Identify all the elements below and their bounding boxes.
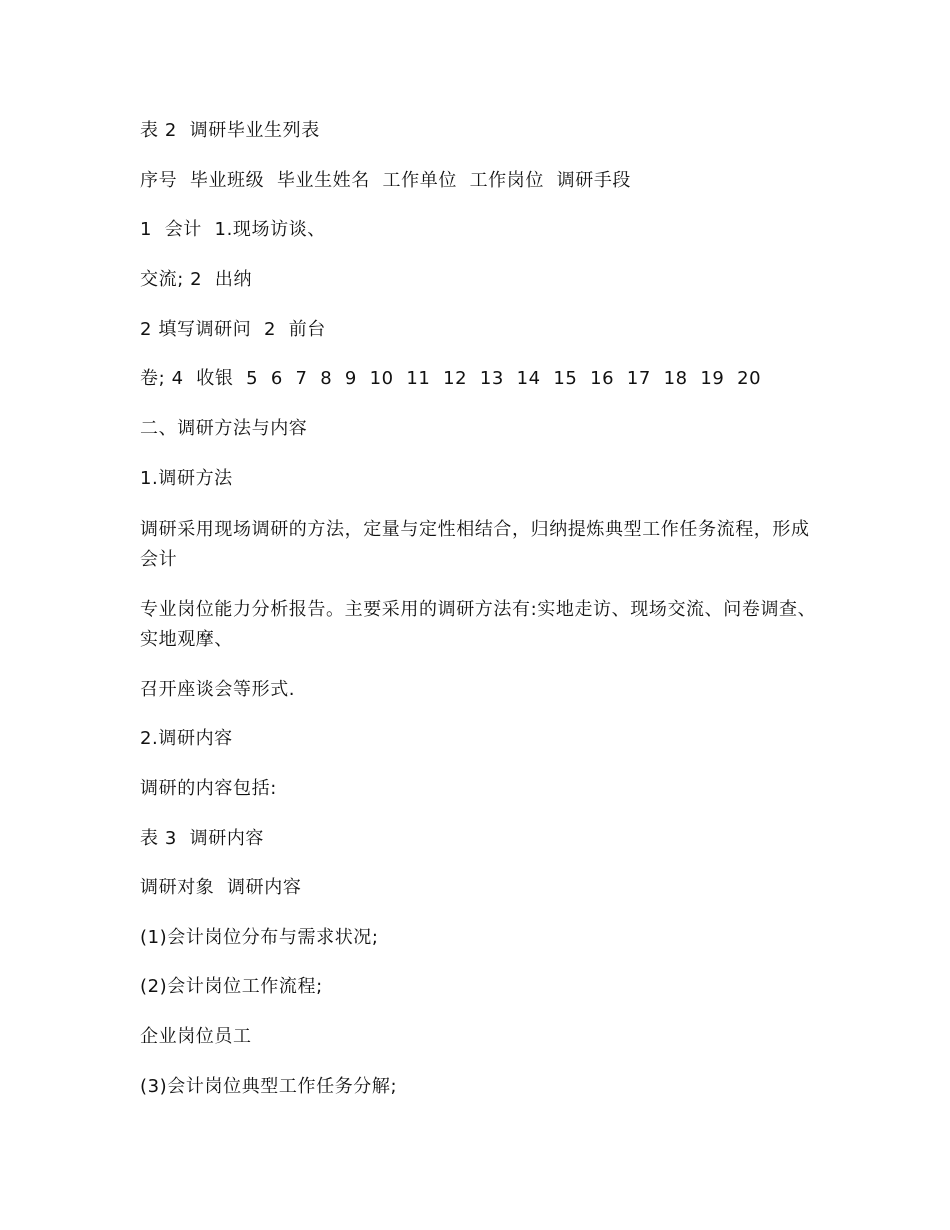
table-3-caption: 表 3 调研内容 bbox=[140, 828, 265, 849]
table-3-item: (3)会计岗位典型工作任务分解; bbox=[140, 1076, 398, 1097]
table-2-row-text: 交流; 2 出纳 bbox=[140, 269, 253, 290]
body-paragraph: 调研采用现场调研的方法，定量与定性相结合，归纳提炼典型工作任务流程，形成会计 bbox=[140, 519, 810, 570]
subsection-heading: 1.调研方法 bbox=[140, 468, 233, 489]
table-2-header-row: 序号 毕业班级 毕业生姓名 工作单位 工作岗位 调研手段 bbox=[140, 170, 632, 191]
subsection-heading: 2.调研内容 bbox=[140, 728, 233, 749]
table-2-caption: 表 2 调研毕业生列表 bbox=[140, 120, 320, 141]
table-3-item: (2)会计岗位工作流程; bbox=[140, 976, 323, 997]
table-3-subject: 企业岗位员工 bbox=[140, 1026, 252, 1047]
table-2-row-text: 卷; 4 收银 5 6 7 8 9 10 11 12 13 14 15 16 17 18 19 20 bbox=[140, 368, 762, 389]
body-paragraph: 召开座谈会等形式. bbox=[140, 679, 296, 700]
table-3-item: (1)会计岗位分布与需求状况; bbox=[140, 927, 379, 948]
table-3-header-row: 调研对象 调研内容 bbox=[140, 877, 302, 898]
body-paragraph: 专业岗位能力分析报告。主要采用的调研方法有:实地走访、现场交流、问卷调查、实地观摩、 bbox=[140, 599, 817, 650]
body-paragraph: 调研的内容包括: bbox=[140, 778, 277, 799]
table-2-row-text: 1 会计 1.现场访谈、 bbox=[140, 219, 326, 240]
table-2-row-text: 2 填写调研问 2 前台 bbox=[140, 319, 326, 340]
section-heading: 二、调研方法与内容 bbox=[140, 418, 308, 439]
